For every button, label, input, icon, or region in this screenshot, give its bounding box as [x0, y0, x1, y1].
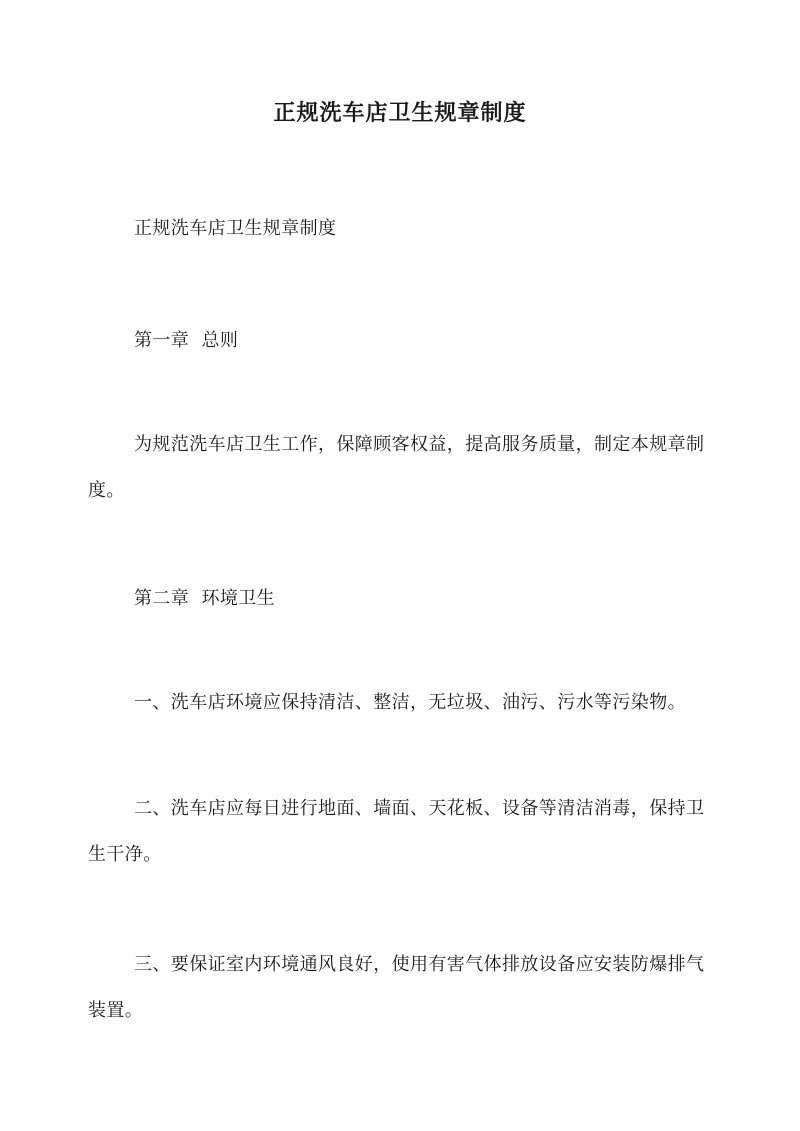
subtitle-paragraph: 正规洗车店卫生规章制度	[134, 218, 337, 239]
item-2-paragraph: 二、洗车店应每日进行地面、墙面、天花板、设备等清洁消毒，保持卫生干净。	[88, 798, 705, 865]
chapter-2-heading: 第二章 环境卫生	[134, 588, 276, 609]
item-3-paragraph: 三、要保证室内环境通风良好，使用有害气体排放设备应安装防爆排气装置。	[88, 954, 705, 1021]
chapter-1-heading: 第一章 总则	[134, 330, 239, 351]
document-title: 正规洗车店卫生规章制度	[273, 100, 527, 126]
intro-paragraph: 为规范洗车店卫生工作，保障顾客权益，提高服务质量，制定本规章制度。	[88, 434, 705, 501]
item-1-paragraph: 一、洗车店环境应保持清洁、整洁，无垃圾、油污、污水等污染物。	[134, 692, 686, 713]
